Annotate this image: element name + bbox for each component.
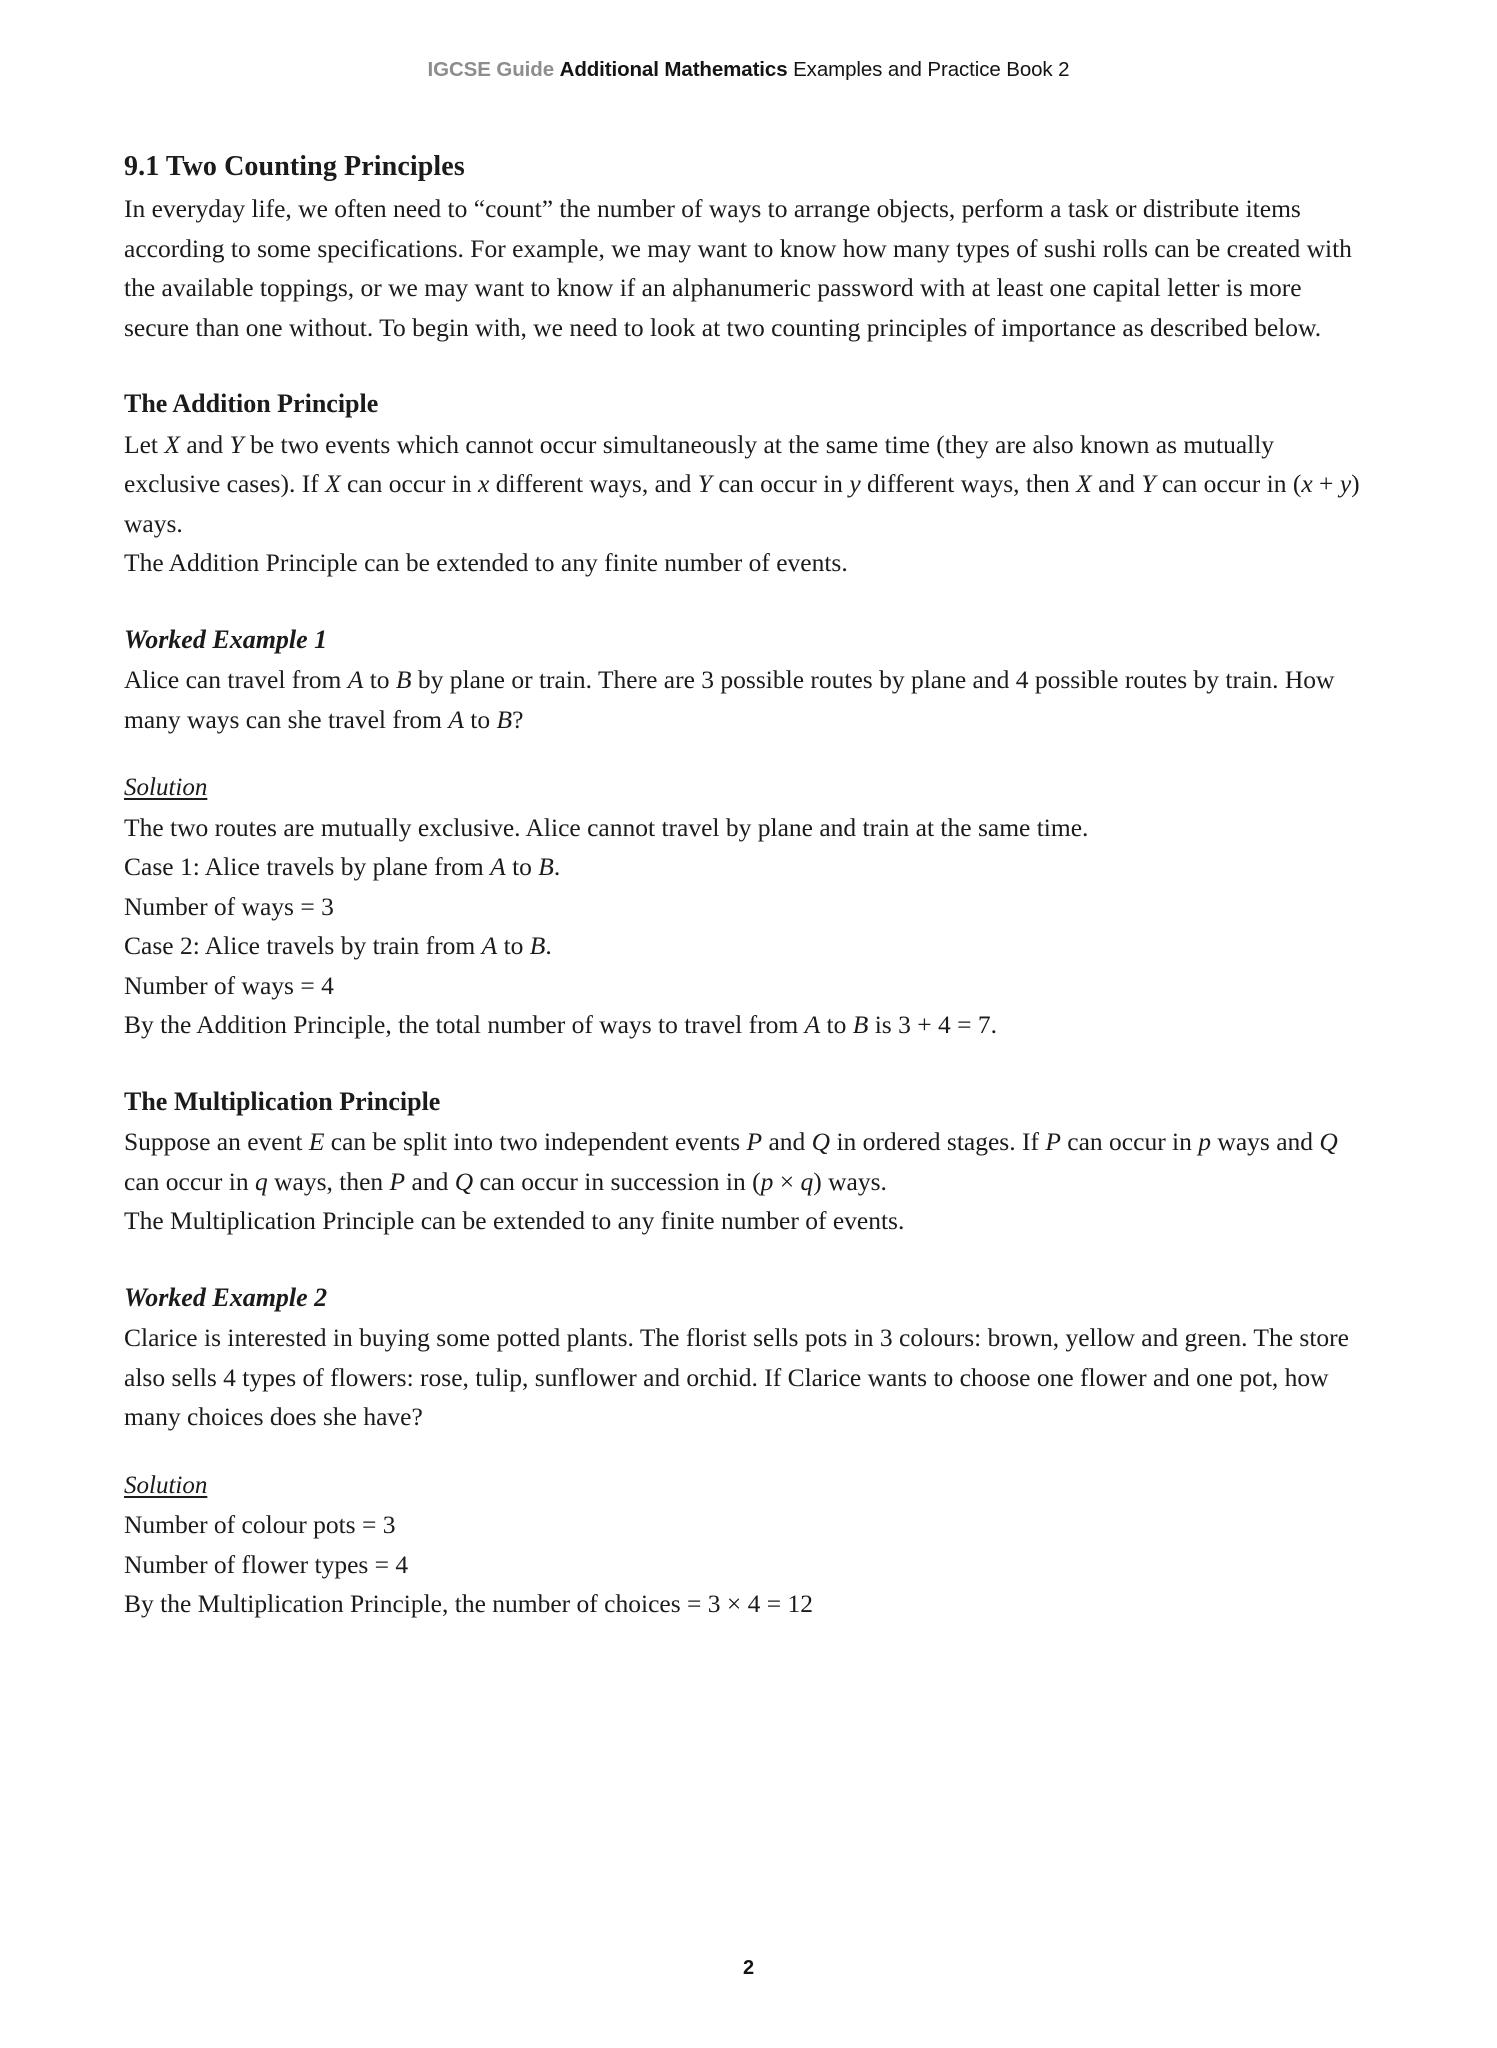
multiplication-principle-heading: The Multiplication Principle [124, 1086, 441, 1116]
mp-text-12: ) ways. [813, 1166, 887, 1196]
we1-sol2-var-B: B [538, 852, 554, 882]
ap-var-y-2: y [1339, 469, 1352, 499]
we1-sol4-text-b: to [497, 931, 530, 961]
mp-var-p-2: p [760, 1166, 774, 1196]
we1-sol2-text-a: Case 1: Alice travels by plane from [124, 852, 491, 882]
ap-text-1: Let [124, 429, 165, 459]
we2-solution-line-2: Number of flower types = 4 [124, 1549, 409, 1579]
ap-var-X-1: X [164, 429, 180, 459]
mp-text-9: and [405, 1166, 455, 1196]
we1-var-A-1: A [347, 665, 364, 695]
we1-text-5: ? [512, 704, 524, 734]
addition-principle-extension: The Addition Principle can be extended to any finite number of events. [124, 548, 848, 578]
mp-text-4: in ordered stages. If [830, 1127, 1046, 1157]
mp-var-q-1: q [254, 1166, 268, 1196]
we1-sol6-text-a: By the Addition Principle, the total number of ways to travel from [124, 1010, 805, 1040]
ap-var-y-1: y [849, 469, 861, 499]
ap-text-6: can occur in [711, 469, 850, 499]
mp-text-5: can occur in [1060, 1127, 1199, 1157]
mp-var-Q-3: Q [454, 1166, 474, 1196]
we1-sol2-text-c: . [553, 852, 561, 882]
multiplication-principle-extension: The Multiplication Principle can be extended to any finite number of events. [124, 1206, 905, 1236]
we1-solution-line-2 [124, 847, 1364, 887]
spacer [124, 583, 1364, 623]
we1-solution-line-6 [124, 1005, 1364, 1045]
spacer [124, 1241, 1364, 1281]
running-header [0, 58, 1497, 82]
multiplication-principle-body [124, 1122, 1364, 1201]
mp-text-6: ways and [1211, 1127, 1320, 1157]
spacer [124, 739, 1364, 771]
we1-sol6-var-A: A [804, 1010, 821, 1040]
we1-var-B-2: B [496, 704, 513, 734]
we1-sol4-var-A: A [481, 931, 498, 961]
page-content [124, 148, 1364, 1624]
mp-var-P-1: P [746, 1127, 763, 1157]
mp-var-p-1: p [1198, 1127, 1212, 1157]
ap-text-7: different ways, then [860, 469, 1077, 499]
we1-sol4-text-a: Case 2: Alice travels by train from [124, 931, 482, 961]
header-guide-label: IGCSE Guide [427, 58, 554, 81]
we1-text-3: by plane or train. There are 3 possible routes by plane and 4 possible routes by train. How many ways can she travel from [124, 665, 1335, 734]
ap-var-Y-2: Y [697, 469, 712, 499]
we1-text-2: to [363, 665, 396, 695]
mp-text-1: Suppose an event [124, 1127, 309, 1157]
spacer [124, 1437, 1364, 1469]
ap-var-Y-3: Y [1141, 469, 1156, 499]
section-intro-paragraph: In everyday life, we often need to “count” the number of ways to arrange objects, perform a task or distribute items according to some specifications. For example, we may want to know how many types of sushi rolls can be created with the available toppings, or we may want to know if an alphanumeric password with at least one capital letter is more secure than one without. To begin with, we need to look at two counting principles of importance as described below. [124, 194, 1352, 342]
we1-sol6-text-b: to [820, 1010, 853, 1040]
ap-text-9: can occur in ( [1155, 469, 1302, 499]
we2-solution-line-1: Number of colour pots = 3 [124, 1510, 396, 1540]
mp-var-E: E [308, 1127, 325, 1157]
ap-text-2: and [179, 429, 230, 459]
we1-var-A-2: A [448, 704, 464, 734]
we1-text-4: to [463, 704, 497, 734]
mp-text-3: and [762, 1127, 812, 1157]
ap-text-11: ) ways. [124, 469, 1360, 538]
spacer [124, 1045, 1364, 1085]
mp-var-P-2: P [1045, 1127, 1061, 1157]
header-book-subtitle: Examples and Practice Book 2 [793, 58, 1070, 81]
mp-var-Q-1: Q [811, 1127, 831, 1157]
mp-text-7: can occur in [124, 1166, 255, 1196]
we2-solution-line-3: By the Multiplication Principle, the number of choices = 3 × 4 = 12 [124, 1589, 814, 1619]
ap-text-5: different ways, and [489, 469, 698, 499]
header-book-title: Additional Mathematics [559, 58, 788, 81]
we1-sol6-var-B: B [852, 1010, 869, 1040]
we1-text-1: Alice can travel from [124, 665, 348, 695]
ap-text-3: be two events which cannot occur simultaneously at the same time (they are also known as mutually exclusive cases). If [124, 429, 1275, 499]
mp-text-11: × [773, 1166, 801, 1196]
mp-var-P-3: P [389, 1166, 406, 1196]
we1-var-B-1: B [395, 665, 412, 695]
ap-var-x-1: x [478, 469, 490, 499]
worked-example-1-heading: Worked Example 1 [124, 624, 328, 654]
worked-example-2-solution-label: Solution [124, 1471, 208, 1499]
worked-example-2-solution-label-wrap [124, 1469, 1364, 1505]
mp-var-Q-2: Q [1319, 1127, 1338, 1157]
we1-solution-line-1: The two routes are mutually exclusive. Alice cannot travel by plane and train at the same time. [124, 812, 1089, 842]
mp-var-q-2: q [800, 1166, 814, 1196]
worked-example-1-solution-label-wrap [124, 771, 1364, 807]
spacer [124, 347, 1364, 387]
we1-solution-line-3: Number of ways = 3 [124, 891, 334, 921]
ap-var-X-3: X [1076, 469, 1092, 499]
page-number: 2 [742, 1957, 755, 1979]
worked-example-2-heading: Worked Example 2 [124, 1282, 328, 1312]
ap-var-X-2: X [325, 469, 341, 499]
ap-text-4: can occur in [340, 469, 479, 499]
addition-principle-body [124, 425, 1364, 544]
we1-sol6-text-c: is 3 + 4 = 7. [868, 1010, 997, 1040]
mp-text-2: can be split into two independent events [324, 1127, 747, 1157]
we1-sol4-var-B: B [529, 931, 546, 961]
addition-principle-heading: The Addition Principle [124, 389, 379, 419]
ap-text-8: and [1091, 469, 1142, 499]
we1-sol4-text-c: . [545, 931, 552, 961]
we1-sol2-var-A: A [490, 852, 506, 882]
ap-var-Y-1: Y [229, 429, 244, 459]
worked-example-1-question [124, 660, 1364, 739]
ap-var-x-2: x [1301, 469, 1313, 499]
we1-sol2-text-b: to [505, 852, 539, 882]
mp-text-8: ways, then [267, 1166, 390, 1196]
worked-example-2-question: Clarice is interested in buying some potted plants. The florist sells pots in 3 colours: brown, yellow and green. The store also sells 4 types of flowers: rose, tulip, sunflower and orchid. If Clarice wants to choose one flower and one pot, how many choices does she have? [124, 1323, 1349, 1432]
section-heading: 9.1 Two Counting Principles [124, 151, 465, 182]
worked-example-1-solution-label: Solution [124, 774, 208, 802]
ap-text-10: + [1312, 469, 1340, 499]
mp-text-10: can occur in succession in ( [473, 1166, 761, 1196]
we1-solution-line-5: Number of ways = 4 [124, 970, 334, 1000]
we1-solution-line-4 [124, 926, 1364, 966]
